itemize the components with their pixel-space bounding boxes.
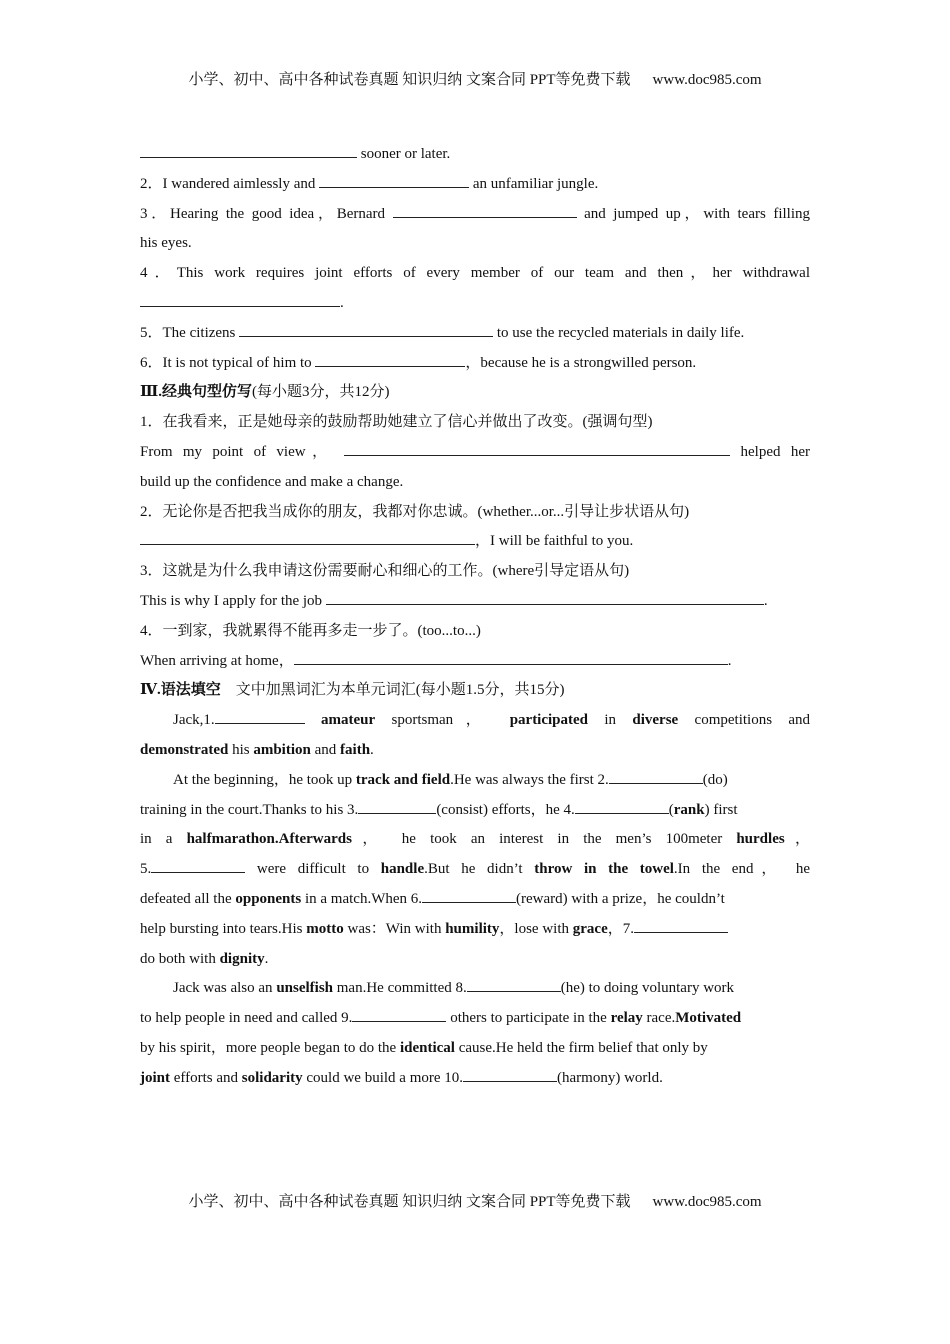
- text-run: to: [357, 861, 370, 878]
- text-run: interest: [499, 831, 544, 848]
- text-run: race.: [642, 1010, 676, 1027]
- text-run: .In: [673, 861, 691, 878]
- text-run: .: [370, 741, 374, 758]
- text-run: he: [461, 861, 476, 878]
- answer-blank-9[interactable]: [352, 1007, 446, 1022]
- text-run: an unfamiliar jungle.: [469, 175, 599, 192]
- text-run: (harmony) world.: [557, 1069, 663, 1086]
- text-run: .He was always the first 2.: [450, 771, 609, 788]
- text-run: halfmarathon.Afterwards: [186, 831, 352, 848]
- text-run: ，lose with: [499, 920, 573, 937]
- answer-blank-7[interactable]: [634, 918, 728, 933]
- text-run: he: [795, 861, 811, 878]
- text-run: ，: [351, 831, 388, 848]
- s4-p1-line2: [140, 736, 810, 766]
- text-run: help bursting into tears.His: [140, 920, 307, 937]
- answer-blank-10[interactable]: [463, 1067, 557, 1082]
- text-run: rank: [673, 801, 705, 818]
- text-run: .: [727, 652, 732, 669]
- s4-p2-line6: [140, 915, 810, 945]
- s2-q2: [140, 170, 810, 200]
- header-site: www.doc985.com: [652, 72, 762, 88]
- text-run: difficult: [297, 861, 346, 878]
- text-run: throw in the towel: [534, 861, 674, 878]
- text-run: .But: [424, 861, 450, 878]
- text-run: others to participate in the: [446, 1010, 611, 1027]
- text-run: track and field: [355, 771, 451, 788]
- section3-title: [140, 378, 810, 408]
- s3-q4-cn: [140, 617, 810, 647]
- s4-p2-line3: [140, 825, 810, 855]
- text-run: humility: [445, 920, 500, 937]
- text-run: (do): [702, 771, 728, 788]
- text-run: 3．Hearing the good idea，Bernard: [140, 205, 393, 222]
- page-footer: [0, 1190, 950, 1211]
- text-run: was：Win with: [343, 920, 446, 937]
- s3-q1: [140, 438, 810, 468]
- text-run: (每小题3分，共12分): [252, 384, 390, 401]
- answer-blank-2[interactable]: [609, 769, 703, 784]
- text-run: in a match.When 6.: [301, 890, 423, 907]
- text-run: handle: [380, 861, 425, 878]
- text-run: his eyes.: [140, 235, 192, 252]
- header-text: 小学、初中、高中各种试卷真题 知识归纳 文案合同 PPT等免费下载: [188, 72, 631, 88]
- text-run: didn’t: [487, 861, 523, 878]
- text-run: opponents: [235, 890, 302, 907]
- answer-blank[interactable]: [319, 173, 469, 188]
- answer-blank-1[interactable]: [215, 709, 305, 724]
- text-run: 100meter: [665, 831, 723, 848]
- text-run: From my point of view，: [140, 443, 334, 460]
- s2-q3-cont: [140, 229, 810, 259]
- text-run: Motivated: [675, 1010, 742, 1027]
- page-header: [0, 68, 950, 89]
- s4-p3-line4: [140, 1064, 810, 1094]
- text-run: When arriving at home，: [140, 652, 294, 669]
- text-run: solidarity: [241, 1069, 303, 1086]
- text-run: efforts and: [170, 1069, 242, 1086]
- text-run: Jack was also an: [173, 980, 277, 997]
- text-run: 2．I wandered aimlessly and: [140, 175, 320, 192]
- text-run: do both with: [140, 950, 220, 967]
- text-run: were: [256, 861, 287, 878]
- text-run: identical: [399, 1039, 455, 1056]
- text-run: faith: [340, 741, 371, 758]
- s2-q4: [140, 259, 810, 289]
- text-run: motto: [306, 920, 344, 937]
- s4-p2-line5: [140, 885, 810, 915]
- s2-q6: [140, 349, 810, 379]
- text-run: to help people in need and called 9.: [140, 1010, 353, 1027]
- text-run: men’s: [615, 831, 652, 848]
- answer-blank-6[interactable]: [422, 888, 516, 903]
- text-run: amateur: [321, 712, 376, 729]
- text-run: 4．一到家，我就累得不能再多走一步了。(too...to...): [140, 622, 481, 639]
- text-run: competitions: [694, 712, 773, 729]
- s2-q3: [140, 200, 810, 230]
- text-run: (每小题1.5分，共15分): [415, 682, 565, 699]
- text-run: an: [470, 831, 486, 848]
- footer-text: 小学、初中、高中各种试卷真题 知识归纳 文案合同 PPT等免费下载: [188, 1194, 631, 1210]
- answer-blank[interactable]: [344, 441, 730, 456]
- s3-q2-cn: [140, 498, 810, 528]
- answer-blank[interactable]: [140, 292, 340, 307]
- answer-blank[interactable]: [239, 322, 493, 337]
- text-run: joint: [140, 1069, 170, 1086]
- s4-p3-line2: [140, 1004, 810, 1034]
- text-run: sooner or later.: [360, 146, 451, 162]
- text-run: .: [340, 294, 344, 311]
- text-run: build up the confidence and make a change.: [140, 473, 404, 490]
- text-run: 4．This work requires joint efforts of every member of our team and then，her withdrawal: [140, 265, 810, 282]
- text-run: man.He committed 8.: [333, 980, 467, 997]
- text-run: (he) to doing voluntary work: [560, 980, 735, 997]
- text-run: Ⅲ.经典句型仿写: [140, 384, 253, 401]
- text-run: Jack,1.: [173, 712, 215, 729]
- text-run: and: [310, 741, 341, 758]
- answer-blank[interactable]: [315, 352, 465, 367]
- text-run: ，because he is a strongwilled person.: [465, 354, 697, 371]
- answer-blank-5[interactable]: [151, 858, 245, 873]
- text-run: ambition: [253, 741, 311, 758]
- text-run: and: [788, 712, 811, 729]
- s4-p1-line1: [140, 706, 810, 736]
- answer-blank[interactable]: [393, 203, 577, 218]
- text-run: ，7.: [607, 920, 634, 937]
- text-run: 2．无论你是否把我当成你的朋友，我都对你忠诚。(whether...or...引导让步状语从句): [140, 503, 690, 520]
- text-run: dignity: [219, 950, 265, 967]
- s2-q5: [140, 319, 810, 349]
- s3-q3-cn: [140, 557, 810, 587]
- text-run: diverse: [632, 712, 679, 729]
- text-run: .: [264, 950, 269, 967]
- text-run: defeated all the: [140, 890, 236, 907]
- text-run: training in the court.Thanks to his 3.: [140, 801, 359, 818]
- text-run: the: [583, 831, 602, 848]
- section4-title: [140, 676, 810, 706]
- text-run: 3．这就是为什么我申请这份需要耐心和细心的工作。(where引导定语从句): [140, 563, 630, 580]
- s4-p2-line7: [140, 945, 810, 975]
- text-run: a: [165, 831, 173, 848]
- answer-blank-3[interactable]: [358, 799, 436, 814]
- answer-blank-4[interactable]: [575, 799, 669, 814]
- text-run: Ⅳ.语法填空: [140, 682, 221, 699]
- text-run: 1．在我看来，正是她母亲的鼓励帮助她建立了信心并做出了改变。(强调句型): [140, 414, 653, 431]
- text-run: demonstrated: [140, 741, 229, 758]
- s3-q1-cn: [140, 408, 810, 438]
- answer-blank[interactable]: [294, 650, 728, 665]
- text-run: ，: [784, 831, 811, 848]
- s4-p3-line3: [140, 1034, 810, 1064]
- text-run: could we build a more 10.: [302, 1069, 464, 1086]
- text-run: (reward) with a prize，he couldn’t: [516, 890, 725, 907]
- text-run: 5.: [140, 861, 152, 878]
- s3-q1-cont: [140, 468, 810, 498]
- answer-blank[interactable]: [140, 143, 357, 158]
- text-run: helped her: [740, 443, 811, 460]
- s4-p2-line4: [140, 855, 810, 885]
- footer-site: www.doc985.com: [652, 1194, 762, 1210]
- text-run: cause.He held the firm belief that only by: [454, 1039, 708, 1056]
- s3-q4: [140, 647, 810, 677]
- text-run: .: [763, 592, 768, 609]
- text-run: This is why I apply for the job: [140, 592, 326, 609]
- text-run: in: [604, 712, 617, 729]
- text-run: by his spirit，more people began to do the: [140, 1039, 400, 1056]
- s4-p2-line2: [140, 796, 810, 826]
- text-run: end，: [731, 861, 785, 878]
- text-run: relay: [610, 1010, 643, 1027]
- text-run: unselfish: [276, 980, 334, 997]
- text-run: ) first: [704, 801, 738, 818]
- text-run: grace: [572, 920, 608, 937]
- s3-q2: [140, 527, 810, 557]
- s4-p3-line1: [140, 974, 810, 1004]
- answer-blank[interactable]: [326, 590, 764, 605]
- answer-blank-8[interactable]: [467, 977, 561, 992]
- text-run: the: [701, 861, 721, 878]
- text-run: (consist) efforts，he 4.: [436, 801, 575, 818]
- s2-q1-tail: [140, 140, 810, 170]
- text-run: and jumped up，with tears filling: [584, 205, 811, 222]
- document-body: [140, 140, 810, 1094]
- text-run: sportsman，: [391, 712, 494, 729]
- s2-q4-cont: [140, 289, 810, 319]
- text-run: in: [557, 831, 570, 848]
- text-run: took: [430, 831, 457, 848]
- text-run: 5．The citizens: [140, 324, 240, 341]
- text-run: 文中加黑词汇为本单元词汇: [235, 682, 416, 699]
- text-run: hurdles: [736, 831, 785, 848]
- s3-q3: [140, 587, 810, 617]
- text-run: (: [668, 801, 674, 818]
- text-run: in: [140, 831, 152, 848]
- text-run: ，I will be faithful to you.: [475, 533, 634, 550]
- text-run: he: [401, 831, 416, 848]
- text-run: his: [228, 741, 254, 758]
- text-run: 6．It is not typical of him to: [140, 354, 316, 371]
- text-run: At the beginning，he took up: [173, 771, 356, 788]
- text-run: to use the recycled materials in daily life.: [493, 324, 745, 341]
- answer-blank[interactable]: [140, 530, 475, 545]
- s4-p2-line1: [140, 766, 810, 796]
- text-run: participated: [509, 712, 589, 729]
